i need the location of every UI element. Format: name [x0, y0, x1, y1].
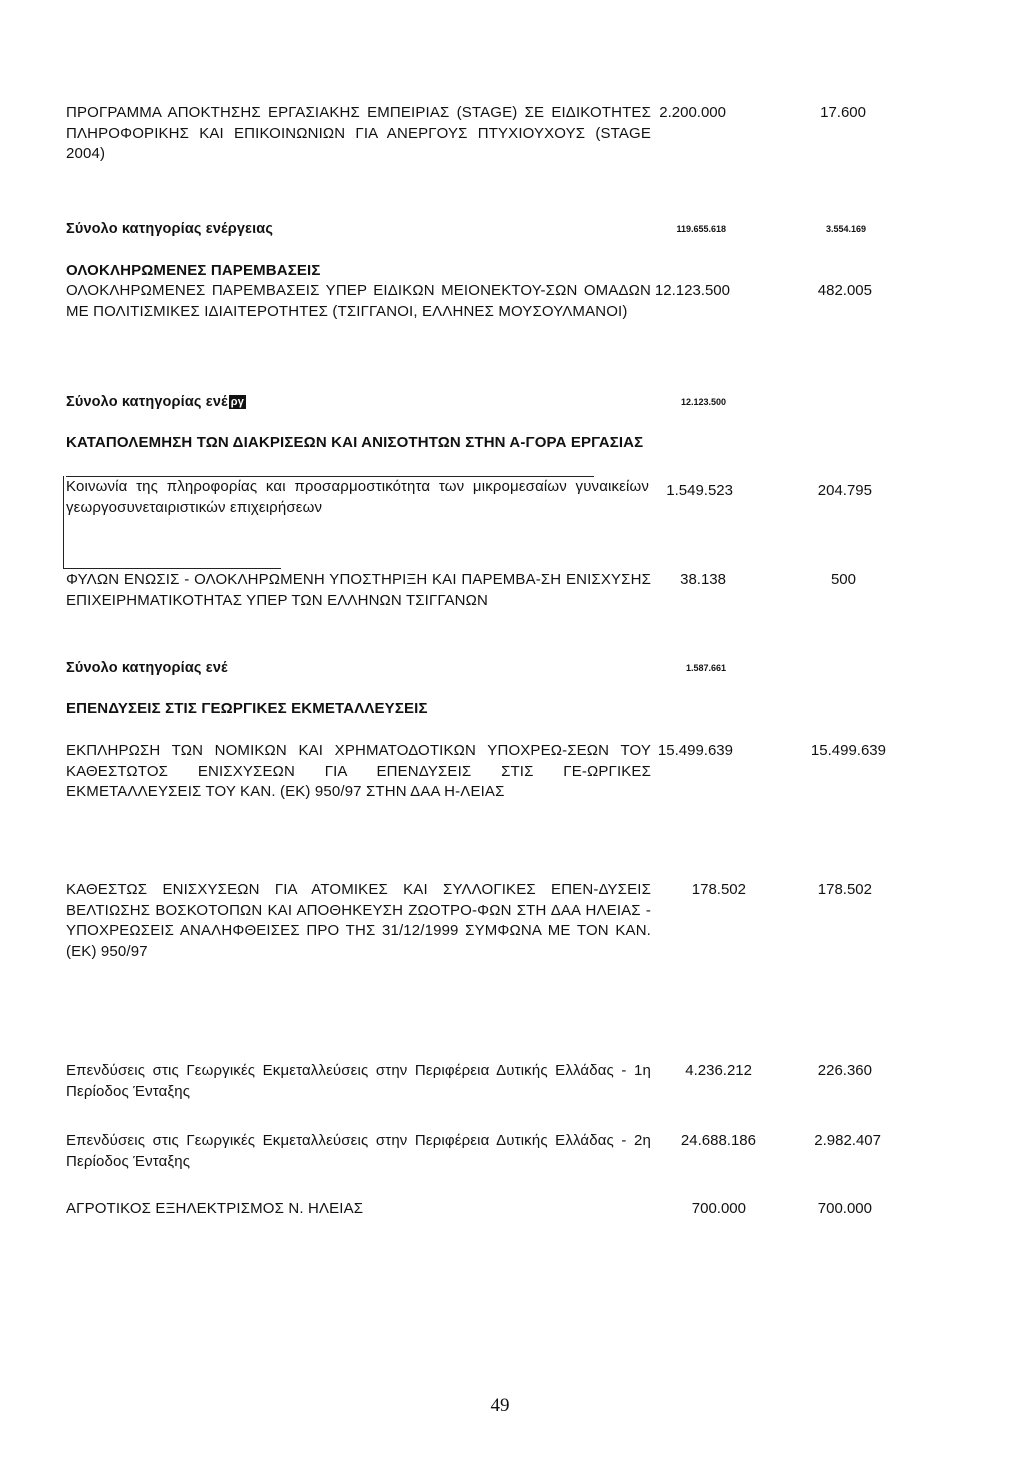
- section-heading: ΟΛΟΚΛΗΡΩΜΕΝΕΣ ΠΑΡΕΜΒΑΣΕΙΣ: [66, 262, 321, 279]
- program-description: Επενδύσεις στις Γεωργικές Εκμεταλλεύσεις στην Περιφέρεια Δυτικής Ελλάδας - 2η Περίοδος Ένταξης: [66, 1132, 651, 1170]
- program-description: ΦΥΛΩΝ ΕΝΩΣΙΣ - ΟΛΟΚΛΗΡΩΜΕΝΗ ΥΠΟΣΤΗΡΙΞΗ ΚΑΙ ΠΑΡΕΜΒΑ-ΣΗ ΕΝΙΣΧΥΣΗΣ ΕΠΙΧΕΙΡΗΜΑΤΙΚΟΤΗΤΑΣ ΥΠΕΡ ΤΩΝ ΕΛΛΗΝΩΝ ΤΣΙΓΓΑΝΩΝ: [66, 571, 651, 609]
- amount-2: 2.982.407: [814, 1132, 881, 1149]
- amount-2: 226.360: [817, 1062, 872, 1079]
- amount-1: 12.123.500: [654, 282, 730, 299]
- amount-2: 700.000: [817, 1200, 872, 1217]
- section-heading: ΚΑΤΑΠΟΛΕΜΗΣΗ ΤΩΝ ΔΙΑΚΡΙΣΕΩΝ ΚΑΙ ΑΝΙΣΟΤΗΤΩΝ ΣΤΗΝ Α-ΓΟΡΑ ΕΡΓΑΣΙΑΣ: [66, 434, 644, 451]
- program-description: ΟΛΟΚΛΗΡΩΜΕΝΕΣ ΠΑΡΕΜΒΑΣΕΙΣ ΥΠΕΡ ΕΙΔΙΚΩΝ ΜΕΙΟΝΕΚΤΟΥ-ΣΩΝ ΟΜΑΔΩΝ ΜΕ ΠΟΛΙΤΙΣΜΙΚΕΣ ΙΔΙΑΙΤΕΡΟΤΗΤΕΣ (ΤΣΙΓΓΑΝΟΙ, ΕΛΛΗΝΕΣ ΜΟΥΣΟΥΛΜΑΝΟΙ): [66, 282, 651, 320]
- program-description: Επενδύσεις στις Γεωργικές Εκμεταλλεύσεις στην Περιφέρεια Δυτικής Ελλάδας - 1η Περίοδος Ένταξης: [66, 1062, 651, 1100]
- program-description: ΕΚΠΛΗΡΩΣΗ ΤΩΝ ΝΟΜΙΚΩΝ ΚΑΙ ΧΡΗΜΑΤΟΔΟΤΙΚΩΝ ΥΠΟΧΡΕΩ-ΣΕΩΝ ΤΟΥ ΚΑΘΕΣΤΩΤΟΣ ΕΝΙΣΧΥΣΕΩΝ ΓΙΑ ΕΠΕΝΔΥΣΕΙΣ ΣΤΙΣ ΓΕ-ΩΡΓΙΚΕΣ ΕΚΜΕΤΑΛΛΕΥΣΕΙΣ ΤΟΥ ΚΑΝ. (ΕΚ) 950/97 ΣΤΗΝ ΔΑΑ Η-ΛΕΙΑΣ: [66, 742, 651, 800]
- program-description: ΚΑΘΕΣΤΩΣ ΕΝΙΣΧΥΣΕΩΝ ΓΙΑ ΑΤΟΜΙΚΕΣ ΚΑΙ ΣΥΛΛΟΓΙΚΕΣ ΕΠΕΝ-ΔΥΣΕΙΣ ΒΕΛΤΙΩΣΗΣ ΒΟΣΚΟΤΟΠΩΝ ΚΑΙ ΑΠΟΘΗΚΕΥΣΗ ΖΩΟΤΡΟ-ΦΩΝ ΣΤΗ ΔΑΑ ΗΛΕΙΑΣ - ΥΠΟΧΡΕΩΣΕΙΣ ΑΝΑΛΗΦΘΕΙΣΕΣ ΠΡΟ ΤΗΣ 31/12/1999 ΣΥΜΦΩΝΑ ΜΕ ΤΟΝ ΚΑΝ. (ΕΚ) 950/97: [66, 881, 651, 960]
- program-description: ΠΡΟΓΡΑΜΜΑ ΑΠΟΚΤΗΣΗΣ ΕΡΓΑΣΙΑΚΗΣ ΕΜΠΕΙΡΙΑΣ (STAGE) ΣΕ ΕΙΔΙΚΟΤΗΤΕΣ ΠΛΗΡΟΦΟΡΙΚΗΣ ΚΑΙ ΕΠΙΚΟΙΝΩΝΙΩΝ ΓΙΑ ΑΝΕΡΓΟΥΣ ΠΤΥΧΙΟΥΧΟΥΣ (STAGE 2004): [66, 104, 651, 162]
- amount-1: 700.000: [691, 1200, 746, 1217]
- section-heading: ΕΠΕΝΔΥΣΕΙΣ ΣΤΙΣ ΓΕΩΡΓΙΚΕΣ ΕΚΜΕΤΑΛΛΕΥΣΕΙΣ: [66, 700, 428, 717]
- amount-1: 1.549.523: [666, 482, 733, 499]
- program-description: ΑΓΡΟΤΙΚΟΣ ΕΞΗΛΕΚΤΡΙΣΜΟΣ Ν. ΗΛΕΙΑΣ: [66, 1200, 364, 1217]
- category-total-label: Σύνολο κατηγορίας ενέ ργ: [66, 394, 244, 410]
- amount-2: 482.005: [817, 282, 872, 299]
- category-total-amount-1: 119.655.618: [676, 224, 726, 234]
- scan-stamp: ργ: [230, 396, 244, 408]
- amount-1: 4.236.212: [685, 1062, 752, 1079]
- amount-1: 2.200.000: [659, 104, 726, 121]
- page-number: 49: [490, 1395, 510, 1416]
- amount-2: 17.600: [820, 104, 866, 121]
- category-total-amount-1: 12.123.500: [680, 397, 726, 407]
- category-total-amount-2: 3.554.169: [825, 224, 866, 234]
- category-total-label: Σύνολο κατηγορίας ενέργειας: [66, 221, 274, 237]
- category-total-amount-1: 1.587.661: [685, 663, 726, 673]
- amount-2: 15.499.639: [810, 742, 886, 759]
- table-border-left: [63, 476, 64, 569]
- category-total-label: Σύνολο κατηγορίας ενέ: [66, 660, 228, 676]
- amount-1: 178.502: [691, 881, 746, 898]
- program-description: Κοινωνία της πληροφορίας και προσαρμοστικότητα των μικρομεσαίων γυναικείων γεωργοσυνεταιριστικών επιχειρήσεων: [66, 478, 649, 516]
- amount-2: 204.795: [817, 482, 872, 499]
- amount-2: 178.502: [817, 881, 872, 898]
- amount-2: 500: [830, 571, 856, 588]
- amount-1: 24.688.186: [680, 1132, 756, 1149]
- amount-1: 38.138: [680, 571, 726, 588]
- table-border-bottom: [63, 568, 281, 569]
- amount-1: 15.499.639: [657, 742, 733, 759]
